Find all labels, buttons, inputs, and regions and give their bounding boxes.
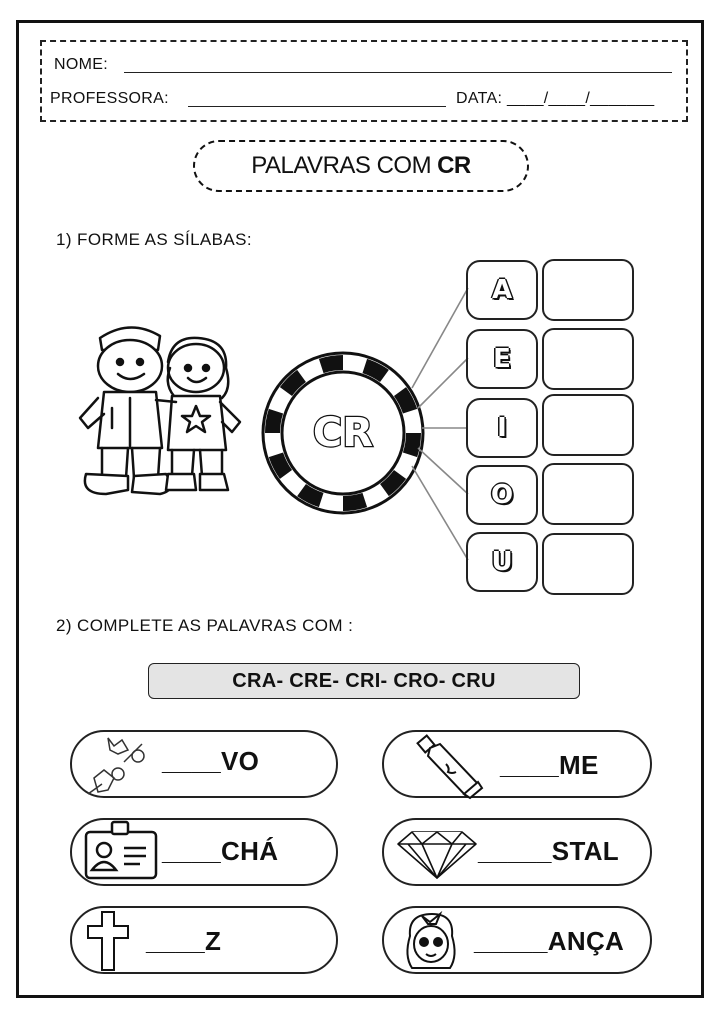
vowel-a-box: A <box>466 260 538 320</box>
hanging-bats-icon <box>84 734 154 796</box>
vowel-u-box: U <box>466 532 538 592</box>
vowel-i-box: I <box>466 398 538 458</box>
header-box <box>40 40 688 122</box>
word-4: _____STAL <box>478 836 619 866</box>
nome-label: NOME: <box>54 56 108 73</box>
vowel-o-box: O <box>466 465 538 525</box>
data-label[interactable]: DATA: ____/____/_______ <box>456 90 655 107</box>
answer-box-a[interactable] <box>542 259 634 321</box>
word-5: ____Z <box>146 926 222 956</box>
title-prefix: PALAVRAS COM <box>251 152 432 179</box>
question-1: 1) FORME AS SÍLABAS: <box>56 230 253 249</box>
vowel-e-box: E <box>466 329 538 389</box>
kids-illustration <box>72 318 242 504</box>
answer-box-i[interactable] <box>542 394 634 456</box>
nome-field[interactable] <box>124 72 672 73</box>
word-6: _____ANÇA <box>474 926 625 956</box>
answer-box-o[interactable] <box>542 463 634 525</box>
page-title <box>193 140 529 192</box>
word-3: ____CHÁ <box>162 836 279 866</box>
question-2: 2) COMPLETE AS PALAVRAS COM : <box>56 616 354 635</box>
syllable-wheel <box>258 348 428 518</box>
answer-box-u[interactable] <box>542 533 634 595</box>
id-badge-icon <box>82 816 160 882</box>
child-face-icon <box>400 910 462 972</box>
wheel-center-text: CR <box>312 410 374 456</box>
cross-icon <box>86 910 132 972</box>
professora-label: PROFESSORA: <box>50 90 169 107</box>
cream-tube-icon <box>416 734 488 800</box>
word-1: ____VO <box>162 746 260 776</box>
syllable-bank: CRA- CRE- CRI- CRO- CRU <box>148 663 580 699</box>
professora-field[interactable] <box>188 106 446 107</box>
answer-box-e[interactable] <box>542 328 634 390</box>
word-2: ____ME <box>500 750 599 780</box>
title-emphasis: CR <box>437 152 471 179</box>
diamond-icon <box>394 828 480 880</box>
